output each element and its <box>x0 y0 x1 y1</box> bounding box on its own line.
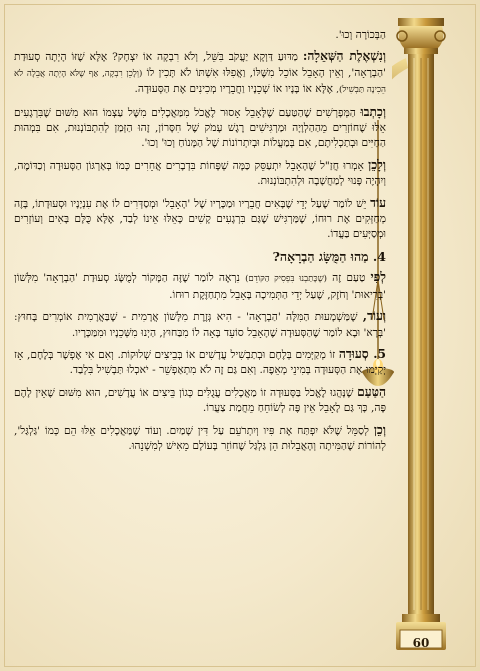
top-line: הַבְּכוֹרָה וְכוּ'. <box>335 29 386 41</box>
paragraph-text-cont: נִרְאֶה לוֹמַר שֶׁזֶּה הַמָּקוֹר לְמֻשָּׂג סְעוּדַת 'הַבְרָאָה' מִלְּשׁוֹן 'בְּרִיאוּת' וְחֹזֶק, שֶׁעַל יְדֵי הַתְּמִיכָה בָּאָבֵל מִתְחַזֶּקֶת רוּחוֹ. <box>14 272 386 301</box>
lead-word: וְכָתְבוּ <box>360 104 386 119</box>
paragraph-reason <box>14 385 386 417</box>
capital-scroll <box>399 26 444 48</box>
paragraph-text: הַמְּפָרְשִׁים שֶׁהַטַּעַם שֶׁלָּאָבֵל אָסוּר לֶאֱכֹל מִמַּאֲכָלִים מִשֶּׁל עַצְמוֹ הוּא מִשּׁוּם שֶׁבִּרְגָעִים אֵלּוּ שֶׁחוֹזְרִים מֵהַהַלְוָיָה וּמַרְגִּישִׁים רֶגֶשׁ עָמֹק שֶׁל חִסָּרוֹן, זֶהוּ הַזְּמַן לְהִתְבּוֹנְנוּת, אִם בִּמְהוּת הַחַיִּים וּבְתַכְלִיתָם, אִם בְּמַעֲלוֹת וּבְיִתְרוֹנוֹת שֶׁל הַמָּנוֹחַ וְכוּ' וְכוּ'. <box>14 106 386 150</box>
lead-word: עוֹד <box>370 195 386 210</box>
paragraph-text: טַעַם זֶה <box>327 272 371 285</box>
paragraph-therefore <box>14 158 386 190</box>
lead-word: 5. סְעוּדָה <box>338 346 386 361</box>
parenthetical-note: (שֶׁכָּתַבְנוּ בִּפְסִיק הַקּוֹדֵם) <box>245 274 328 285</box>
paragraph-text: שֶׁנָּהֲגוּ לֶאֱכֹל בַּסְּעוּדָה זוֹ מַאֲכָלִים עֲגֻלִּים כְּגוֹן בֵּיצִים אוֹ עֲדָשִׁים, הוּא מִשּׁוּם שֶׁאֵין לָהֶם פֶּה, כָּךְ גַּם לָאָבֵל אֵין פֶּה לְשׂוֹחֵחַ מֵחֲמַת צַעֲרוֹ. <box>14 386 386 415</box>
parenthetical-note: (וְלָכֵן רִבְקָה, אַף שֶׁלֹּא הָיְתָה אֲבֵלָה לֹא הֵכִינָה תַּבְשִׁיל), <box>14 68 386 96</box>
pillar-ornament <box>392 18 450 650</box>
lead-word: לְפִי <box>370 270 386 285</box>
column-base <box>402 614 440 622</box>
paragraph-text-cont: אֶלָּא אוֹ בָּנָיו אוֹ שְׁכֵנָיו וַחֲבֵרָיו מְכִינִים אֶת הַסְּעוּדָה. <box>134 83 337 96</box>
capital-top <box>398 18 444 26</box>
lead-word: הַטַּעַם <box>357 384 386 399</box>
lead-word: וְכֵן <box>373 422 386 437</box>
paragraph-text: זוֹ מְקַיְּמִים בְּלֶחֶם וּבְתַבְשִׁיל עֲדָשִׁים אוֹ בְּבֵיצִים שְׁלוּקוֹת. וְאִם אִי אֶפְשָׁר בְּלֶחֶם, אָז יְקַיְּמוּ אֶת הַסְּעוּדָה בְּמִינֵי מְאֵפֶה. וְאִם גַּם זֶה לֹא מִתְאַפְשֵׁר - יֹאכְלוּ תַּבְשִׁיל בִּלְבַד. <box>14 348 386 377</box>
paragraph-also <box>14 423 386 455</box>
paragraph-text: אָמְרוּ חֲזַ"ל שֶׁהָאָבֵל יִתְעַסֵּק כַּמָּה שְׁפָּחוֹת בִּדְבָרִים אֲחֵרִים כְּמוֹ בְּאַרְגּוֹן הַסְּעוּדָה וְכַדּוֹמֶה, וְיִהְיֶה פָּנוּי לְמַחֲשָׁבָה וּלְהִתְבּוֹנְנוּת. <box>14 159 386 188</box>
paragraph-text: יֵשׁ לוֹמַר שֶׁעַל יְדֵי שֶׁבָּאִים חֲבֵרָיו וּמַכָּרָיו שֶׁל 'הָאָבֵל' וּמְסַדְּרִים לוֹ אֶת עִנְיָנָיו וּסְעוּדָתוֹ, בָּזֶה מְחַזְּקִים אֶת רוּחוֹ, שֶׁמַּרְגִּישׁ שֶׁגַּם בִּרְגָעִים קָשִׁים כָּאֵלּוּ אֵינוֹ לְבַד, אֶלָּא כֻּלָּם בָּאִים וְעוֹזְרִים וּמְסַיְּעִים בַּעֲדוֹ. <box>14 197 386 241</box>
paragraph-text: לְסַמֵּל שֶׁלֹּא יִפְתַּח אֶת פִּיו וְיִתְרֹעֵם עַל דִּין שָׁמַיִם. וְעוֹד שֶׁמַּאֲכָלִים אֵלּוּ הֵם כְּמוֹ 'גַּלְגַּל', לְהוֹרוֹת שֶׁהַמִּיתָה וְהָאֲבֵלוּת הֵן גַּלְגַּל שֶׁחוֹזֵר בָּעוֹלָם מֵאִישׁ לְמִשְׁנֵהוּ. <box>14 424 386 452</box>
paragraph-meal <box>14 347 386 379</box>
lead-word: וְעוֹד, <box>362 309 386 324</box>
section-heading: 4. מַהוּ הַמֻּשָּׂג הַבְרָאָה? <box>272 248 386 264</box>
paragraph-text: מַדּוּעַ דַּוְקָא יַעֲקֹב בִּשֵּׁל, וְלֹא רִבְקָה אוֹ יִצְחָק? אֶלָּא שֶׁזּוֹ הָיְתָה סְעוּדַת 'הַבְרָאָה', וְאֵין הָאָבֵל אוֹכֵל מִשֶּׁלּוֹ, וַאֲפִלּוּ אִשְׁתּוֹ לֹא תָּכִין לוֹ <box>14 51 387 79</box>
paragraph-according <box>14 270 386 303</box>
lead-word: וְנִשְׁאֶלֶת הַשְּׁאֵלָה: <box>302 49 386 64</box>
lead-word: וְלָכֵן <box>368 157 386 172</box>
page-number: 60 <box>412 636 430 650</box>
bracket-arm <box>392 58 408 128</box>
paragraph-commentators <box>14 105 386 152</box>
paragraph-more <box>14 196 386 243</box>
paragraph-question <box>14 49 386 98</box>
paragraph-text: שֶׁמַּשְׁמָעוּת הַמִּלָּה 'הַבְרָאָה' - הִיא גְּזֶרֶת מִלָּשׁוֹן אֲרָמִית - שֶׁבַּאֲרָמִית אוֹמְרִים בָּחוּץ: 'בְּרָא' וּבָא לוֹמַר שֶׁהַסְּעוּדָה שֶׁהָאָבֵל סוֹעֵד בָּאָה לוֹ מִבַּחוּץ, הַיְנוּ מִשְּׁכֵנָיו וּמִמַּכָּרָיו. <box>14 311 386 339</box>
article-body <box>14 28 386 460</box>
paragraph-meaning <box>14 309 386 341</box>
